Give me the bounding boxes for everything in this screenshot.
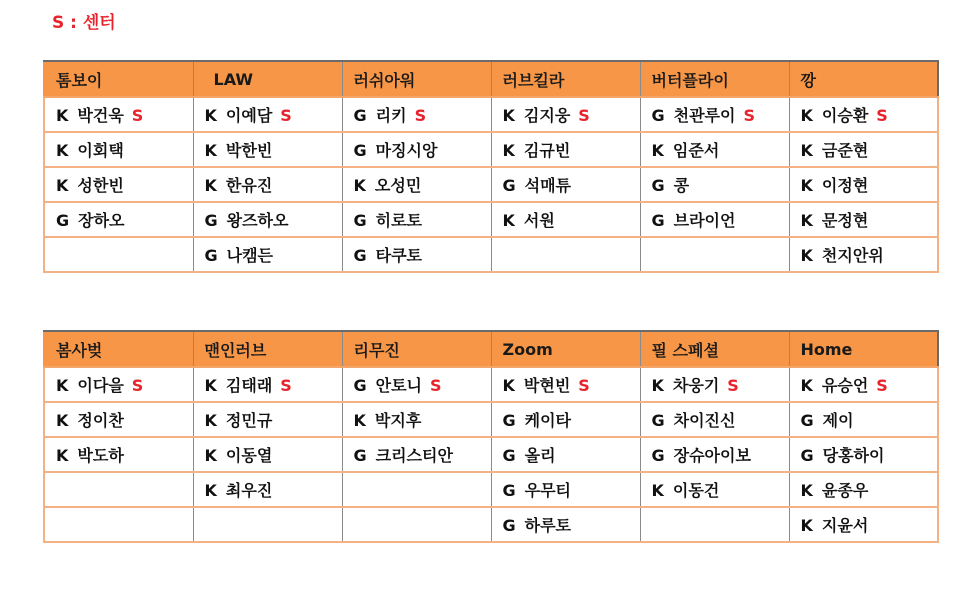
position-label: K	[204, 376, 217, 395]
player-name: 천관루이	[673, 106, 736, 125]
position-label: K	[800, 376, 813, 395]
player-name: 박도하	[77, 446, 124, 465]
team-header: Zoom	[491, 331, 640, 367]
position-label: K	[56, 176, 69, 195]
position-label: G	[651, 446, 665, 465]
position-label: K	[651, 481, 664, 500]
position-label: K	[353, 176, 366, 195]
player-cell	[789, 472, 938, 507]
position-label: K	[204, 411, 217, 430]
center-legend: S : 센터	[52, 13, 116, 33]
player-cell	[640, 167, 789, 202]
player-name: 김규빈	[523, 141, 571, 160]
player-name: 리키	[375, 106, 407, 125]
player-name: 김태래	[225, 376, 273, 395]
position-label: K	[56, 106, 69, 125]
position-label: K	[651, 376, 664, 395]
position-label: K	[204, 481, 217, 500]
player-cell	[789, 167, 938, 202]
position-label: G	[800, 446, 814, 465]
player-cell	[342, 167, 491, 202]
player-cell	[342, 132, 491, 167]
player-cell	[491, 97, 640, 132]
player-name: 마징시앙	[375, 141, 438, 160]
player-cell	[193, 367, 342, 402]
player-name: 박현빈	[523, 376, 571, 395]
position-label: G	[502, 411, 516, 430]
player-name: 왕즈하오	[226, 211, 289, 230]
player-name: 임준서	[672, 141, 720, 160]
center-mark: S	[876, 106, 888, 125]
position-label: K	[204, 106, 217, 125]
position-label: G	[353, 246, 367, 265]
player-cell	[491, 202, 640, 237]
player-cell	[44, 367, 193, 402]
center-mark: S	[727, 376, 739, 395]
table-row	[44, 132, 938, 167]
player-cell	[44, 237, 193, 272]
position-label: K	[800, 246, 813, 265]
player-cell	[491, 237, 640, 272]
position-label: K	[204, 176, 217, 195]
player-name: 이동열	[225, 446, 273, 465]
center-mark: S	[430, 376, 442, 395]
player-name: 윤종우	[821, 481, 869, 500]
player-name: 콩	[673, 176, 690, 195]
table-row	[44, 237, 938, 272]
player-cell	[491, 167, 640, 202]
player-cell	[193, 237, 342, 272]
player-name: 서원	[523, 211, 555, 230]
player-name: 당홍하이	[822, 446, 885, 465]
position-label: K	[502, 106, 515, 125]
player-name: 오성민	[374, 176, 422, 195]
player-cell	[789, 437, 938, 472]
player-cell	[44, 132, 193, 167]
player-cell	[44, 167, 193, 202]
center-mark: S	[578, 376, 590, 395]
center-mark: S	[280, 106, 292, 125]
position-label: K	[353, 411, 366, 430]
player-cell	[342, 202, 491, 237]
player-name: 크리스티안	[375, 446, 453, 465]
team-roster-table-2	[43, 330, 939, 543]
player-cell	[789, 132, 938, 167]
center-mark: S	[131, 376, 144, 395]
player-name: 석매튜	[524, 176, 572, 195]
team-header: 러브킬라	[491, 61, 640, 97]
center-mark: S	[131, 106, 144, 125]
player-cell	[491, 402, 640, 437]
player-cell	[640, 402, 789, 437]
player-cell	[193, 132, 342, 167]
center-mark: S	[414, 106, 427, 125]
position-label: G	[502, 516, 516, 535]
team-header: 봄사벚	[44, 331, 193, 367]
player-cell	[193, 507, 342, 542]
position-label: G	[353, 211, 367, 230]
player-cell	[342, 97, 491, 132]
player-cell	[193, 472, 342, 507]
player-name: 제이	[822, 411, 854, 430]
player-cell	[342, 507, 491, 542]
position-label: K	[502, 141, 515, 160]
player-cell	[491, 132, 640, 167]
position-label: K	[800, 176, 813, 195]
position-label: K	[56, 446, 69, 465]
position-label: G	[651, 176, 665, 195]
player-name: 박건욱	[77, 106, 124, 125]
center-mark: S	[280, 376, 292, 395]
position-label: G	[502, 481, 516, 500]
team-header: Home	[789, 331, 938, 367]
position-label: G	[651, 106, 665, 125]
position-label: G	[502, 176, 516, 195]
position-label: K	[56, 411, 69, 430]
position-label: G	[353, 446, 367, 465]
player-name: 금준현	[821, 141, 869, 160]
player-cell	[640, 367, 789, 402]
position-label: G	[353, 106, 367, 125]
position-label: K	[56, 376, 69, 395]
player-name: 박한빈	[225, 141, 273, 160]
player-cell	[342, 402, 491, 437]
player-cell	[44, 202, 193, 237]
player-cell	[44, 507, 193, 542]
position-label: G	[353, 376, 367, 395]
player-cell	[44, 437, 193, 472]
player-name: 문정현	[821, 211, 869, 230]
player-cell	[193, 437, 342, 472]
player-cell	[640, 97, 789, 132]
player-name: 최우진	[225, 481, 273, 500]
player-cell	[44, 97, 193, 132]
team-header: LAW	[193, 61, 342, 97]
position-label: K	[651, 141, 664, 160]
player-name: 이예담	[225, 106, 273, 125]
player-cell	[193, 202, 342, 237]
position-label: K	[800, 141, 813, 160]
center-mark: S	[876, 376, 888, 395]
player-cell	[342, 472, 491, 507]
player-name: 정민규	[225, 411, 273, 430]
position-label: K	[800, 211, 813, 230]
player-name: 타쿠토	[375, 246, 423, 265]
team-roster-table-1	[43, 60, 939, 273]
team-header: 러쉬아워	[342, 61, 491, 97]
table-row	[44, 472, 938, 507]
player-name: 이다을	[77, 376, 124, 395]
player-name: 장슈아이보	[673, 446, 751, 465]
player-cell	[193, 402, 342, 437]
player-cell	[789, 367, 938, 402]
position-label: K	[502, 211, 515, 230]
team-header: 리무진	[342, 331, 491, 367]
player-cell	[789, 402, 938, 437]
player-cell	[789, 97, 938, 132]
position-label: K	[800, 516, 813, 535]
position-label: G	[651, 411, 665, 430]
position-label: G	[56, 211, 70, 230]
team-header: 버터플라이	[640, 61, 789, 97]
player-name: 케이타	[524, 411, 572, 430]
player-name: 장하오	[78, 211, 125, 230]
header-row	[44, 61, 938, 97]
player-cell	[491, 367, 640, 402]
player-name: 우무티	[524, 481, 572, 500]
player-name: 지윤서	[821, 516, 869, 535]
position-label: K	[502, 376, 515, 395]
position-label: G	[353, 141, 367, 160]
player-name: 한유진	[225, 176, 273, 195]
player-name: 안토니	[375, 376, 423, 395]
table-row	[44, 402, 938, 437]
position-label: K	[204, 446, 217, 465]
team-header: 필 스페셜	[640, 331, 789, 367]
player-name: 차웅기	[672, 376, 720, 395]
player-cell	[789, 202, 938, 237]
player-cell	[491, 507, 640, 542]
player-cell	[640, 237, 789, 272]
header-row	[44, 331, 938, 367]
position-label: K	[800, 481, 813, 500]
player-cell	[342, 367, 491, 402]
player-cell	[640, 507, 789, 542]
player-name: 이동건	[672, 481, 720, 500]
player-cell	[44, 472, 193, 507]
player-name: 히로토	[375, 211, 423, 230]
position-label: G	[800, 411, 814, 430]
player-cell	[44, 402, 193, 437]
position-label: G	[651, 211, 665, 230]
player-cell	[193, 167, 342, 202]
player-cell	[491, 472, 640, 507]
player-cell	[640, 132, 789, 167]
team-header: 톰보이	[44, 61, 193, 97]
table-row	[44, 167, 938, 202]
player-cell	[640, 472, 789, 507]
position-label: K	[204, 141, 217, 160]
player-cell	[640, 202, 789, 237]
player-cell	[342, 237, 491, 272]
player-name: 성한빈	[77, 176, 124, 195]
table-row	[44, 437, 938, 472]
player-name: 브라이언	[673, 211, 736, 230]
table-row	[44, 97, 938, 132]
position-label: K	[56, 141, 69, 160]
player-name: 올리	[524, 446, 556, 465]
player-name: 정이찬	[77, 411, 124, 430]
player-name: 이정현	[821, 176, 869, 195]
player-name: 차이진신	[673, 411, 736, 430]
center-mark: S	[578, 106, 590, 125]
player-cell	[640, 437, 789, 472]
player-name: 이승환	[821, 106, 869, 125]
position-label: K	[800, 106, 813, 125]
player-name: 하루토	[524, 516, 572, 535]
position-label: G	[502, 446, 516, 465]
player-name: 유승언	[821, 376, 869, 395]
table-row	[44, 367, 938, 402]
position-label: G	[204, 246, 218, 265]
player-name: 박지후	[374, 411, 422, 430]
center-mark: S	[743, 106, 755, 125]
player-cell	[342, 437, 491, 472]
player-name: 김지웅	[523, 106, 571, 125]
player-cell	[789, 507, 938, 542]
player-name: 천지안위	[821, 246, 884, 265]
position-label: G	[204, 211, 218, 230]
team-header: 맨인러브	[193, 331, 342, 367]
player-cell	[789, 237, 938, 272]
table-row	[44, 507, 938, 542]
player-name: 이회택	[77, 141, 124, 160]
player-cell	[193, 97, 342, 132]
player-name: 나캠든	[226, 246, 274, 265]
table-row	[44, 202, 938, 237]
team-header: 깡	[789, 61, 938, 97]
player-cell	[491, 437, 640, 472]
